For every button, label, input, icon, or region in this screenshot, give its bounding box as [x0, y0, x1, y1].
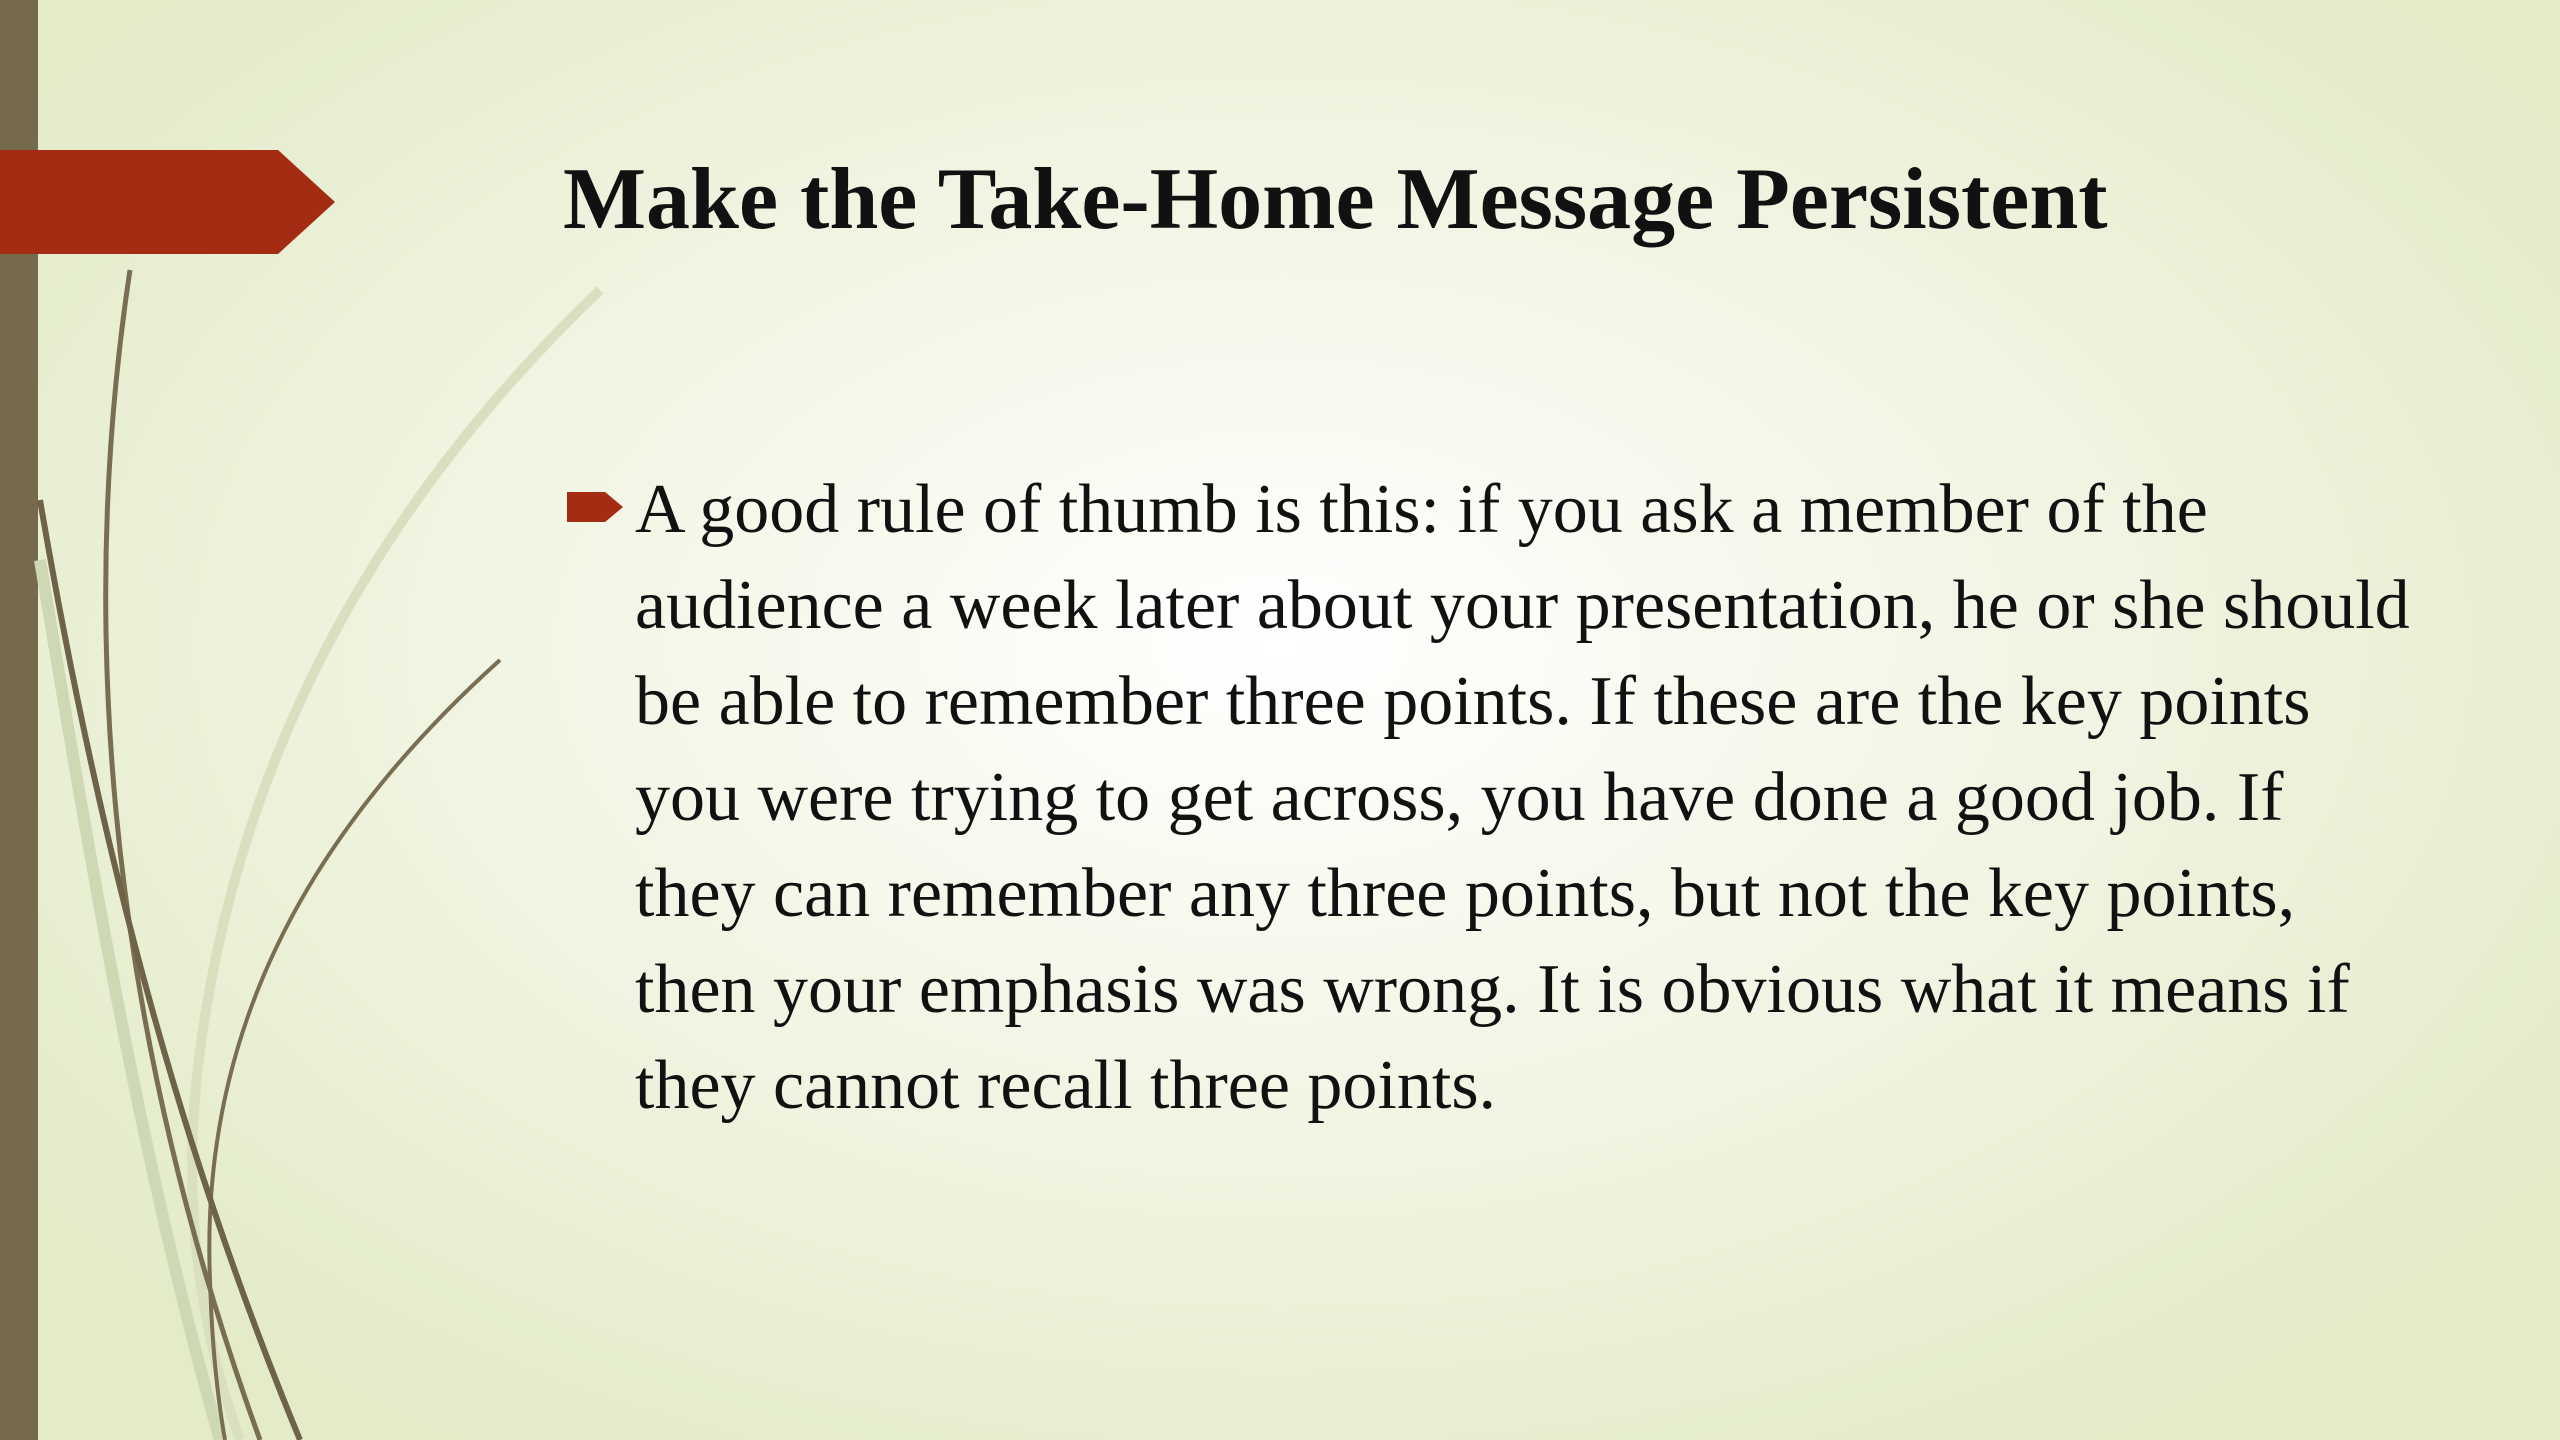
bullet-list	[563, 462, 2413, 1134]
bullet-text: A good rule of thumb is this: if you ask a member of the audience a week later about your presentation, he or she should be able to remember three points. If these are the key points you were trying to get across, you have done a good job. If they can remember any three points, but not the key points, then your emphasis was wrong. It is obvious what it means if they cannot recall three points.	[635, 471, 2410, 1124]
title-arrow-accent	[0, 150, 335, 254]
slide-title: Make the Take-Home Message Persistent	[563, 151, 2108, 248]
bullet-item	[563, 462, 2413, 1134]
arrow-bullet-icon	[567, 492, 623, 522]
